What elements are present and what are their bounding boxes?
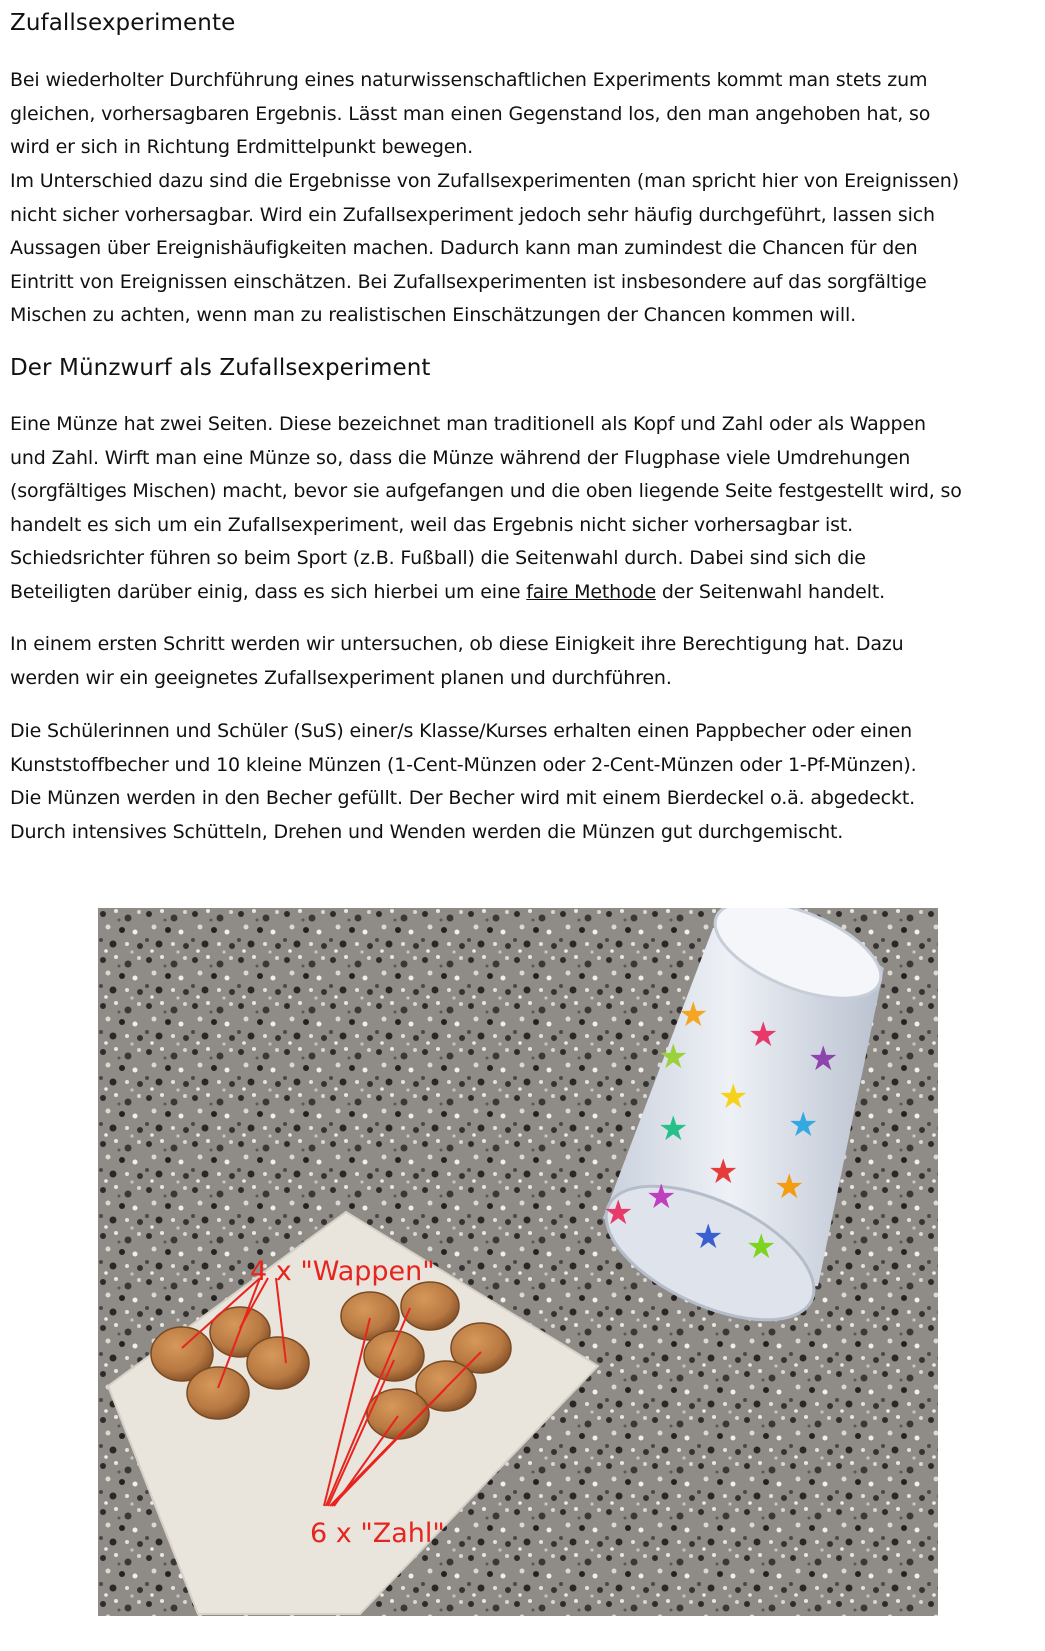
text-line: handelt es sich um ein Zufallsexperiment, weil das Ergebnis nicht sicher vorhersagbar ist. bbox=[10, 513, 854, 536]
label-zahl: 6 x "Zahl" bbox=[310, 1518, 445, 1549]
heading-zufallsexperimente: Zufallsexperimente bbox=[10, 10, 236, 36]
paragraph-materials bbox=[10, 715, 1030, 849]
star-icon: ★ bbox=[678, 995, 709, 1035]
text-line: Im Unterschied dazu sind die Ergebnisse von Zufallsexperimenten (man spricht hier von Ereignissen) bbox=[10, 170, 959, 192]
text-line: Eintritt von Ereignissen einschätzen. Bei Zufallsexperimenten ist insbesondere auf das sorgfältige bbox=[10, 270, 927, 293]
text-line: und Zahl. Wirft man eine Münze so, dass die Münze während der Flugphase viele Umdrehungen bbox=[10, 446, 911, 469]
heading-muenzwurf: Der Münzwurf als Zufallsexperiment bbox=[10, 355, 431, 381]
star-icon: ★ bbox=[693, 1217, 724, 1257]
text-line: Schiedsrichter führen so beim Sport (z.B. Fußball) die Seitenwahl durch. Dabei sind sich die bbox=[10, 547, 866, 569]
paragraph-first-step bbox=[10, 628, 1030, 695]
text-line: der Seitenwahl handelt. bbox=[656, 580, 886, 603]
star-icon: ★ bbox=[646, 1177, 677, 1217]
star-icon: ★ bbox=[658, 1109, 689, 1149]
text-line: In einem ersten Schritt werden wir untersuchen, ob diese Einigkeit ihre Berechtigung hat. Dazu bbox=[10, 633, 904, 655]
photo-coins-and-cup bbox=[98, 908, 938, 1616]
coin-zahl bbox=[401, 1282, 459, 1330]
star-icon: ★ bbox=[808, 1039, 839, 1079]
star-icon: ★ bbox=[603, 1193, 634, 1233]
star-icon: ★ bbox=[746, 1227, 777, 1267]
text-line: nicht sicher vorhersagbar. Wird ein Zufallsexperiment jedoch sehr häufig durchgeführt, lassen sich bbox=[10, 203, 935, 226]
text-line: Beteiligten darüber einig, dass es sich hierbei um eine bbox=[10, 580, 527, 603]
star-icon: ★ bbox=[708, 1152, 739, 1192]
star-icon: ★ bbox=[658, 1037, 689, 1077]
paragraph-coin bbox=[10, 408, 1030, 609]
coin-wappen bbox=[247, 1337, 309, 1389]
text-line: Aussagen über Ereignishäufigkeiten machen. Dadurch kann man zumindest die Chancen für den bbox=[10, 237, 918, 259]
text-line: Kunststoffbecher und 10 kleine Münzen (1-Cent-Münzen oder 2-Cent-Münzen oder 1-Pf-Münzen). bbox=[10, 753, 917, 776]
star-icon: ★ bbox=[774, 1167, 805, 1207]
text-line: Bei wiederholter Durchführung eines naturwissenschaftlichen Experiments kommt man stets zum bbox=[10, 69, 928, 91]
coin-zahl bbox=[364, 1331, 424, 1381]
label-wappen: 4 x "Wappen" bbox=[250, 1256, 435, 1287]
text-line: (sorgfältiges Mischen) macht, bevor sie aufgefangen und die oben liegende Seite festgestellt wird, so bbox=[10, 480, 962, 502]
faire-methode-link[interactable]: faire Methode bbox=[526, 580, 656, 603]
photo-svg bbox=[98, 908, 938, 1616]
star-icon: ★ bbox=[718, 1077, 749, 1117]
text-line: Die Schülerinnen und Schüler (SuS) einer/s Klasse/Kurses erhalten einen Pappbecher oder einen bbox=[10, 720, 913, 742]
text-line: Die Münzen werden in den Becher gefüllt. Der Becher wird mit einem Bierdeckel o.ä. abgedeckt. bbox=[10, 787, 916, 809]
coin-wappen bbox=[187, 1367, 249, 1419]
star-icon: ★ bbox=[748, 1015, 779, 1055]
text-line: gleichen, vorhersagbaren Ergebnis. Lässt man einen Gegenstand los, den man angehoben hat, so bbox=[10, 102, 931, 125]
text-line: werden wir ein geeignetes Zufallsexperiment planen und durchführen. bbox=[10, 666, 672, 689]
text-line: Durch intensives Schütteln, Drehen und Wenden werden die Münzen gut durchgemischt. bbox=[10, 820, 844, 843]
text-line: Mischen zu achten, wenn man zu realistischen Einschätzungen der Chancen kommen will. bbox=[10, 304, 857, 326]
star-icon: ★ bbox=[788, 1105, 819, 1145]
text-line: wird er sich in Richtung Erdmittelpunkt bewegen. bbox=[10, 136, 474, 158]
paragraph-difference bbox=[10, 165, 1030, 333]
paragraph-intro bbox=[10, 64, 1030, 165]
text-line: Eine Münze hat zwei Seiten. Diese bezeichnet man traditionell als Kopf und Zahl oder als Wappen bbox=[10, 413, 926, 435]
